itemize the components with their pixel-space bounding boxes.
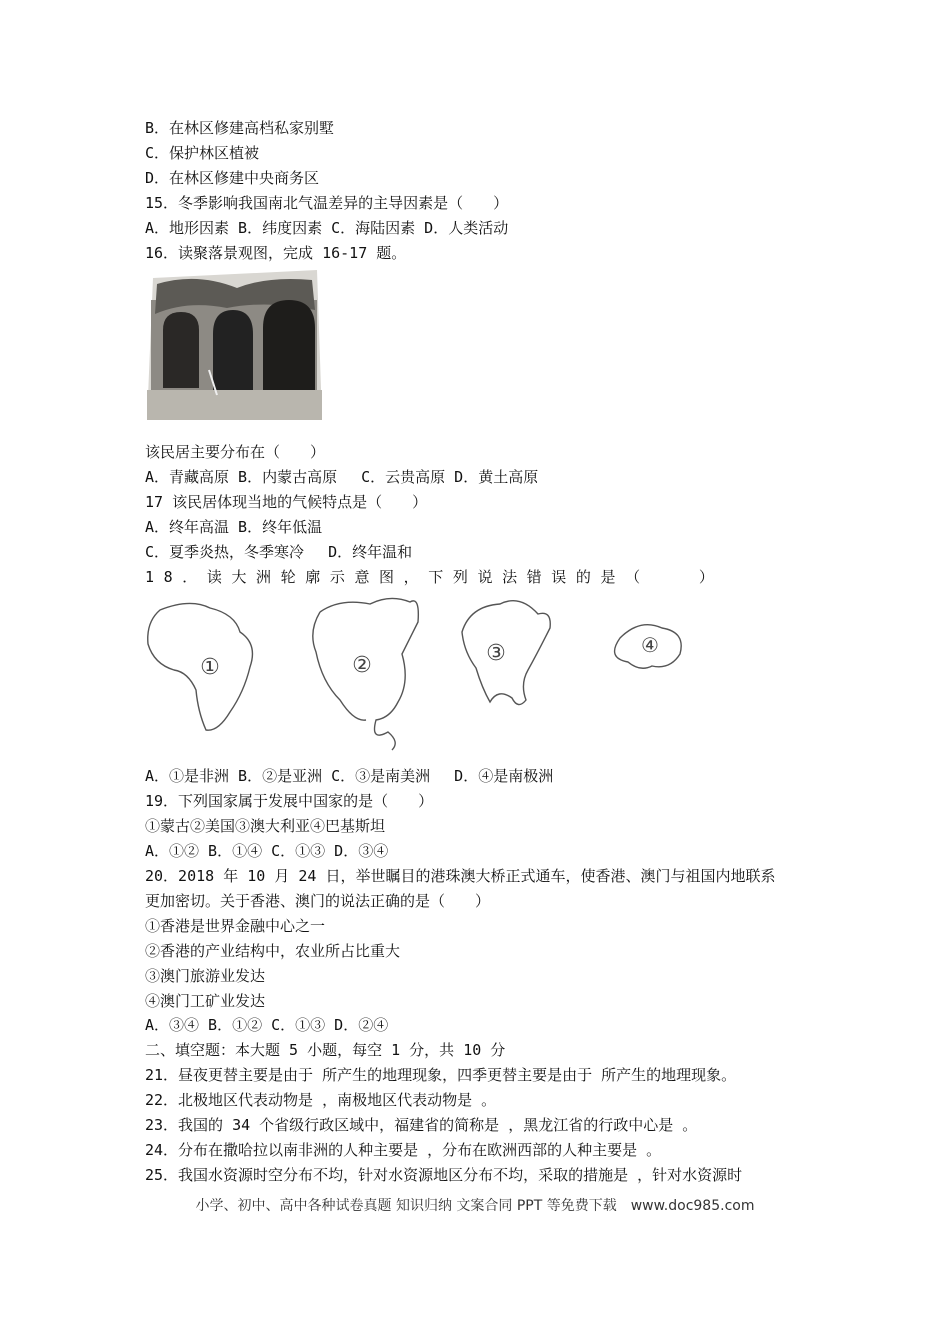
q20-item-3: ③澳门旅游业发达 (145, 967, 266, 985)
q15-stem: 15．冬季影响我国南北气温差异的主导因素是（ ） (145, 194, 509, 212)
section-2-title: 二、填空题：本大题 5 小题，每空 1 分，共 10 分 (145, 1041, 506, 1059)
q14-option-b: B．在林区修建高档私家别墅 (145, 119, 335, 137)
q17-options-1: A．终年高温 B．终年低温 (145, 518, 323, 536)
q14-option-d: D．在林区修建中央商务区 (145, 169, 320, 187)
map-label-2: ② (352, 653, 372, 678)
north-america-outline (462, 601, 550, 705)
q25: 25．我国水资源时空分布不均，针对水资源地区分布不均，采取的措施是 ，针对水资源时 (145, 1166, 743, 1184)
q18-options: A．①是非洲 B．②是亚洲 C．③是南美洲 D．④是南极洲 (145, 767, 554, 785)
q19-stem: 19．下列国家属于发展中国家的是（ ） (145, 792, 434, 810)
q24: 24．分布在撒哈拉以南非洲的人种主要是 ，分布在欧洲西部的人种主要是 。 (145, 1141, 662, 1159)
q23: 23．我国的 34 个省级行政区域中，福建省的简称是 ，黑龙江省的行政中心是 。 (145, 1116, 698, 1134)
q16-stem: 该民居主要分布在（ ） (145, 443, 326, 461)
q16-intro: 16．读聚落景观图，完成 16-17 题。 (145, 244, 407, 262)
q17-options-2: C．夏季炎热，冬季寒冷 D．终年温和 (145, 543, 413, 561)
map-label-4: ④ (641, 633, 659, 657)
q20-item-2: ②香港的产业结构中，农业所占比重大 (145, 942, 401, 960)
q20-item-4: ④澳门工矿业发达 (145, 992, 266, 1010)
q20-stem-line-2: 更加密切。关于香港、澳门的说法正确的是（ ） (145, 892, 491, 910)
q14-option-c: C．保护林区植被 (145, 144, 260, 162)
q21: 21．昼夜更替主要是由于 所产生的地理现象，四季更替主要是由于 所产生的地理现象。 (145, 1066, 737, 1084)
footer-download-note: 小学、初中、高中各种试卷真题 知识归纳 文案合同 PPT 等免费下载 www.doc985.com (195, 1198, 755, 1214)
q22: 22．北极地区代表动物是 ，南极地区代表动物是 。 (145, 1091, 497, 1109)
q19-options: A．①② B．①④ C．①③ D．③④ (145, 842, 389, 860)
q15-options: A．地形因素 B．纬度因素 C．海陆因素 D．人类活动 (145, 219, 509, 237)
q17-stem: 17 该民居体现当地的气候特点是（ ） (145, 493, 428, 511)
settlement-photo (147, 270, 322, 420)
continent-outline-maps (140, 592, 700, 757)
q20-stem-line-1: 20．2018 年 10 月 24 日，举世瞩目的港珠澳大桥正式通车，使香港、澳门与祖国内地联系 (145, 867, 776, 885)
q20-item-1: ①香港是世界金融中心之一 (145, 917, 326, 935)
q18-stem: 18．读大洲轮廓示意图，下列说法错误的是（ ） (145, 568, 724, 586)
map-label-3: ③ (486, 641, 506, 666)
q16-options: A．青藏高原 B．内蒙古高原 C．云贵高原 D．黄土高原 (145, 468, 539, 486)
q20-options: A．③④ B．①② C．①③ D．②④ (145, 1016, 389, 1034)
map-label-1: ① (200, 655, 220, 680)
q19-items: ①蒙古②美国③澳大利亚④巴基斯坦 (145, 817, 386, 835)
